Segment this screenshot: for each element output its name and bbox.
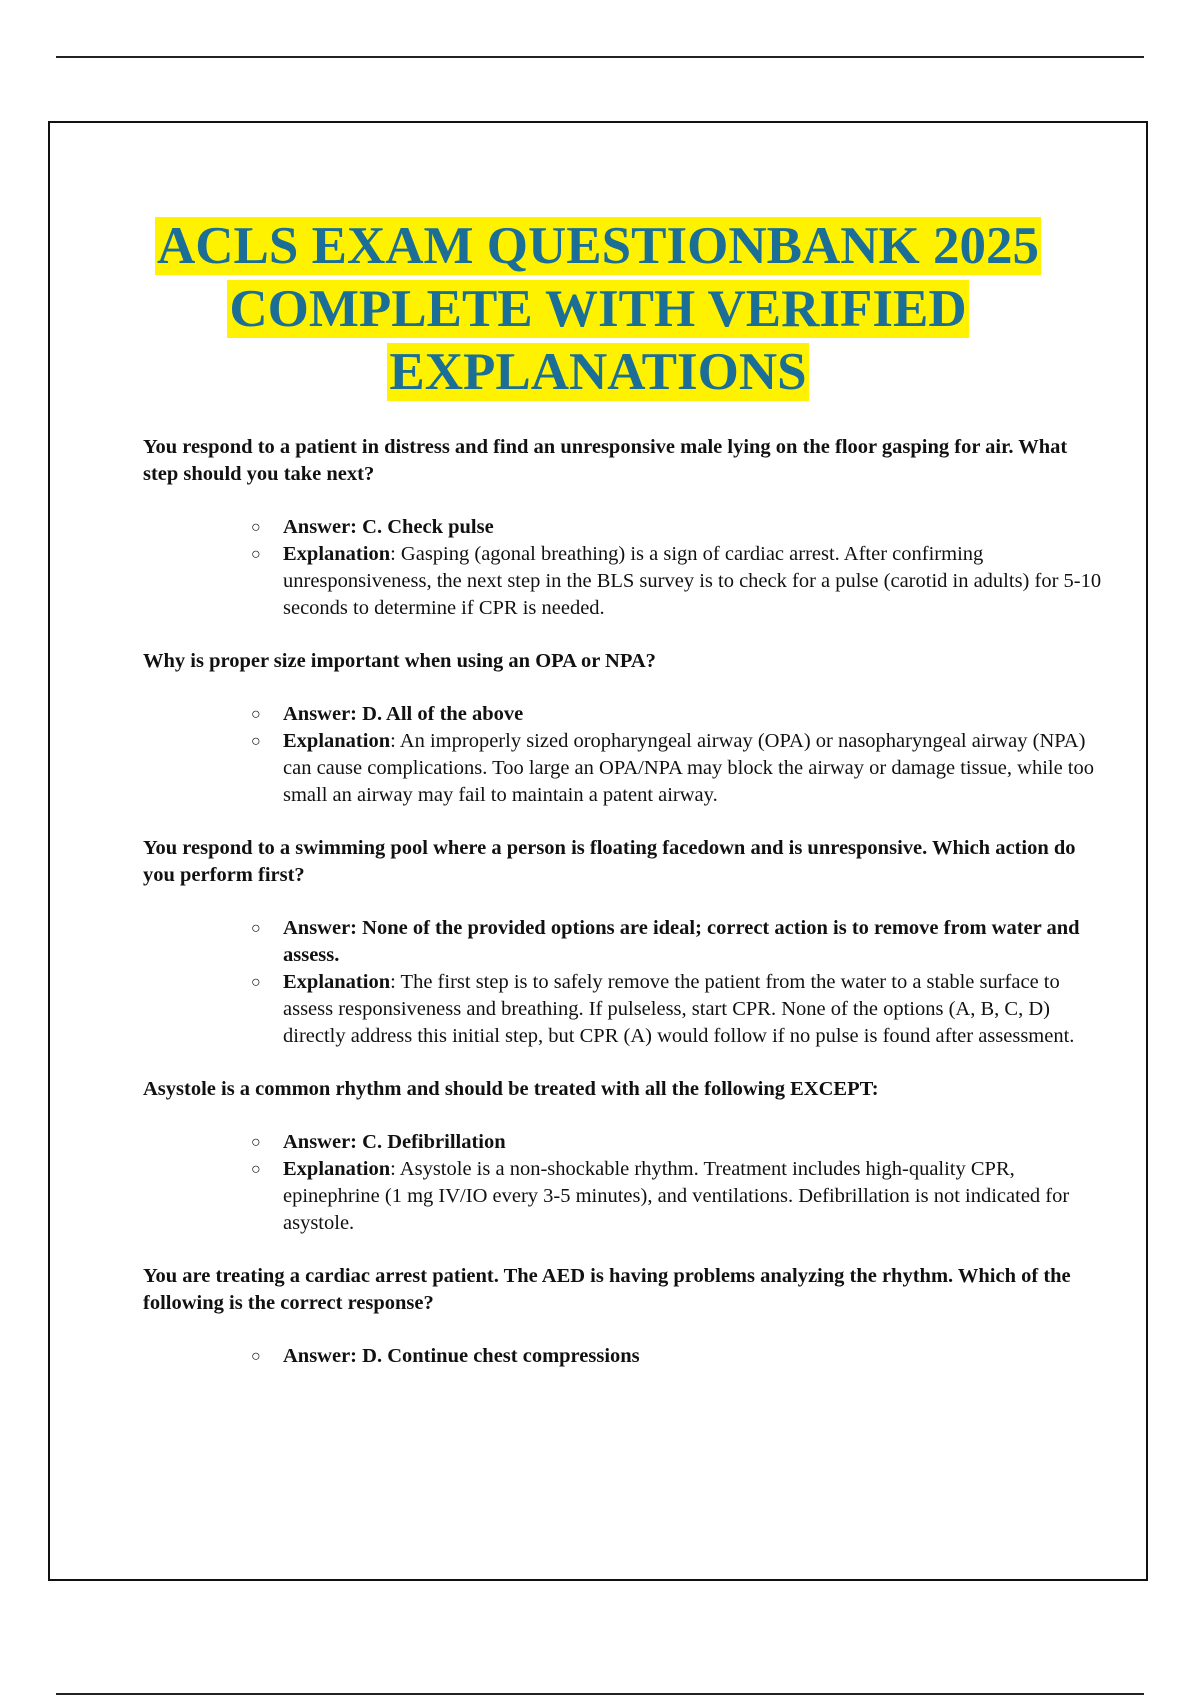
- answer-list: [143, 701, 1103, 809]
- answer-list: [143, 915, 1103, 1050]
- title-line-3: EXPLANATIONS: [389, 343, 807, 401]
- bullet-circle-icon: ○: [251, 1134, 261, 1151]
- explanation-label: Explanation: [283, 971, 391, 993]
- title-line-2: COMPLETE WITH VERIFIED: [229, 280, 967, 338]
- answer-list: [143, 1129, 1103, 1237]
- explanation-item: [251, 1156, 1103, 1237]
- bullet-circle-icon: ○: [251, 974, 261, 991]
- bullet-circle-icon: ○: [251, 1161, 261, 1178]
- bottom-divider: [56, 1693, 1144, 1695]
- question-text: You respond to a patient in distress and find an unresponsive male lying on the floor gasping for air. What step should you take next?: [143, 436, 1068, 485]
- question-text: You are treating a cardiac arrest patient. The AED is having problems analyzing the rhythm. Which of the following is the correct response?: [143, 1265, 1071, 1314]
- explanation-text: : Gasping (agonal breathing) is a sign of cardiac arrest. After confirming unresponsiveness, the next step in the BLS survey is to check for a pulse (carotid in adults) for 5-10 seconds to determine if CPR is needed.: [283, 543, 1102, 619]
- answer-text: Answer: D. Continue chest compressions: [283, 1345, 640, 1367]
- top-divider: [56, 56, 1144, 58]
- document-title: [50, 215, 1146, 404]
- question-text: You respond to a swimming pool where a person is floating facedown and is unresponsive. Which action do you perform first?: [143, 837, 1076, 886]
- explanation-item: [251, 541, 1103, 622]
- answer-item: [251, 514, 1103, 541]
- answer-list: [143, 514, 1103, 622]
- explanation-label: Explanation: [283, 1158, 391, 1180]
- bullet-circle-icon: ○: [251, 546, 261, 563]
- answer-item: [251, 915, 1103, 969]
- question-text: Asystole is a common rhythm and should be treated with all the following EXCEPT:: [143, 1078, 879, 1100]
- question-list: [143, 434, 1103, 1396]
- answer-list: [143, 1343, 1103, 1370]
- explanation-item: [251, 728, 1103, 809]
- bullet-circle-icon: ○: [251, 706, 261, 723]
- answer-text: Answer: D. All of the above: [283, 703, 524, 725]
- title-line-1: ACLS EXAM QUESTIONBANK 2025: [157, 217, 1039, 275]
- explanation-text: : An improperly sized oropharyngeal airway (OPA) or nasopharyngeal airway (NPA) can cause complications. Too large an OPA/NPA may block the airway or damage tissue, while too small an airway may fail to maintain a patent airway.: [283, 730, 1095, 806]
- bullet-circle-icon: ○: [251, 920, 261, 937]
- explanation-label: Explanation: [283, 730, 391, 752]
- bullet-circle-icon: ○: [251, 1348, 261, 1365]
- answer-item: [251, 701, 1103, 728]
- answer-text: Answer: C. Defibrillation: [283, 1131, 506, 1153]
- bullet-circle-icon: ○: [251, 519, 261, 536]
- bullet-circle-icon: ○: [251, 733, 261, 750]
- answer-text: Answer: C. Check pulse: [283, 516, 494, 538]
- explanation-text: : The first step is to safely remove the patient from the water to a stable surface to assess responsiveness and breathing. If pulseless, start CPR. None of the options (A, B, C, D) directly address this initial step, but CPR (A) would follow if no pulse is found after assessment.: [283, 971, 1075, 1047]
- document-page: [48, 121, 1148, 1581]
- answer-text: Answer: None of the provided options are ideal; correct action is to remove from water and assess.: [283, 917, 1080, 966]
- answer-item: [251, 1343, 1103, 1370]
- explanation-text: : Asystole is a non-shockable rhythm. Treatment includes high-quality CPR, epinephrine (1 mg IV/IO every 3-5 minutes), and ventilations. Defibrillation is not indicated for asystole.: [283, 1158, 1070, 1234]
- explanation-item: [251, 969, 1103, 1050]
- question-text: Why is proper size important when using an OPA or NPA?: [143, 650, 656, 672]
- explanation-label: Explanation: [283, 543, 391, 565]
- answer-item: [251, 1129, 1103, 1156]
